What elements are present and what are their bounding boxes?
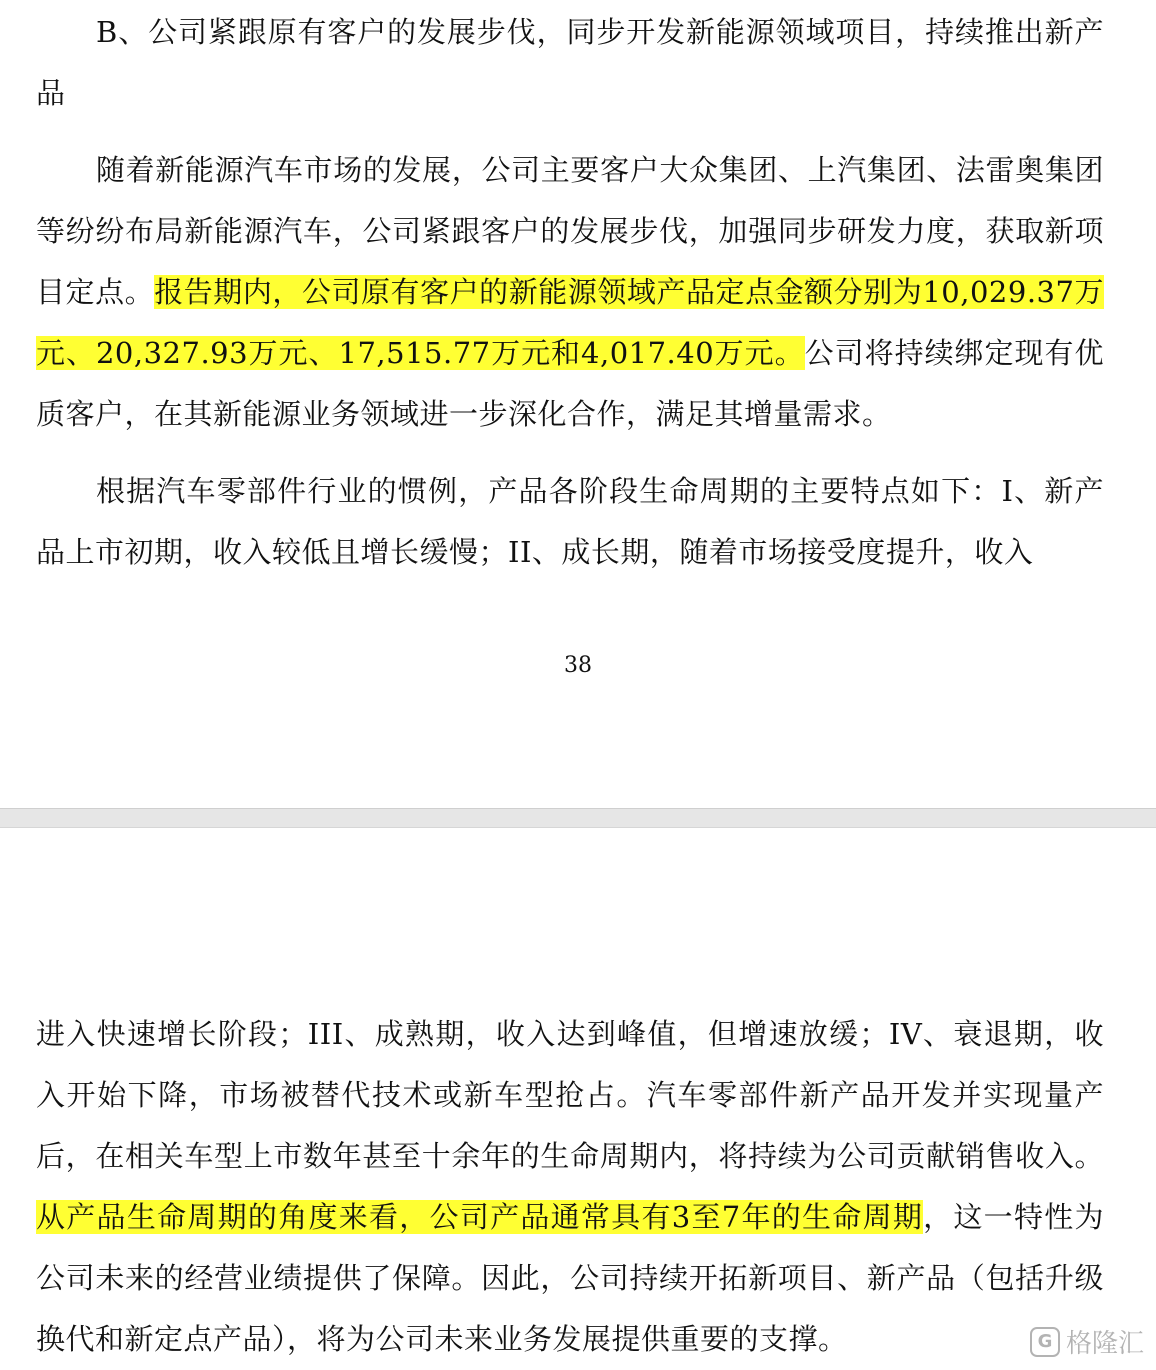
document-page-39 [0, 828, 1156, 1366]
gelonghui-logo-icon: G [1030, 1327, 1060, 1357]
watermark-text: 格隆汇 [1065, 1329, 1144, 1359]
paragraph-text: 随着新能源汽车市场的发展，公司主要客户大众集团、上汽集团、法雷奥集团等纷纷布局新能源汽车，公司紧跟客户的发展步伐，加强同步研发力度，获取新项目定点。 [36, 153, 1104, 309]
paragraph-new-energy-clients [36, 140, 1104, 445]
section-heading-b: B、公司紧跟原有客户的发展步伐，同步开发新能源领域项目，持续推出新产品 [36, 15, 1104, 110]
gelonghui-watermark [1030, 1323, 1144, 1360]
page-separator [0, 808, 1156, 828]
highlighted-text: 报告期内，公司原有客户的新能源领域产品定点金额分别为10,029.37万元、20,327.93万元、17,515.77万元和4,017.40万元。 [36, 275, 1104, 370]
paragraph-text: ，这一特性为公司未来的经营业绩提供了保障。因此，公司持续开拓新项目、新产品（包括升级换代和新定点产品），将为公司未来业务发展提供重要的支撑。 [36, 1200, 1104, 1356]
paragraph-text: 进入快速增长阶段；III、成熟期，收入达到峰值，但增速放缓；IV、衰退期，收入开始下降，市场被替代技术或新车型抢占。汽车零部件新产品开发并实现量产后，在相关车型上市数年甚至十余年的生命周期内，将持续为公司贡献销售收入。 [36, 1017, 1104, 1173]
paragraph-lifecycle-intro: 根据汽车零部件行业的惯例，产品各阶段生命周期的主要特点如下：I、新产品上市初期，收入较低且增长缓慢；II、成长期，随着市场接受度提升，收入 [36, 474, 1104, 569]
highlighted-text: 从产品生命周期的角度来看，公司产品通常具有3至7年的生命周期 [36, 1200, 924, 1234]
paragraph-lifecycle-stages [36, 1004, 1104, 1370]
page-number: 38 [564, 653, 592, 678]
paragraph-text: 公司将持续绑定现有优质客户，在其新能源业务领域进一步深化合作，满足其增量需求。 [36, 336, 1104, 431]
